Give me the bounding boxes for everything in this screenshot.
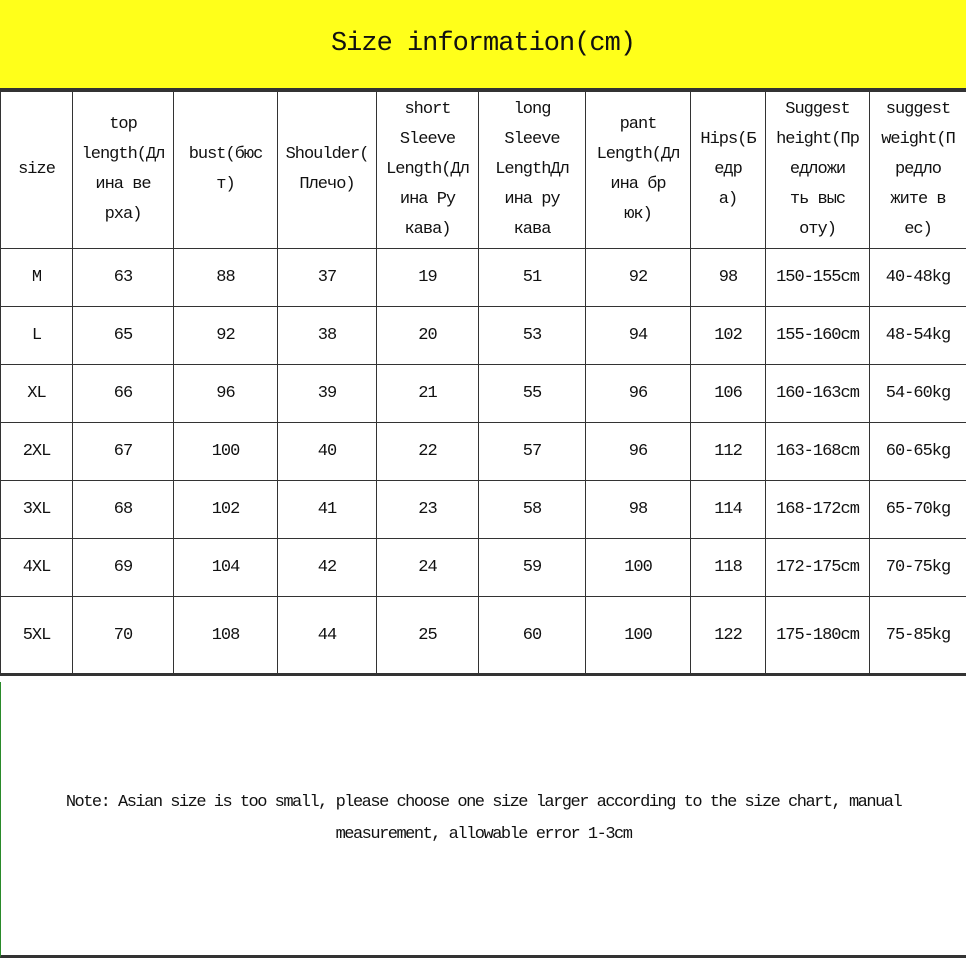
column-header: short Sleeve Length(Дл ина Ру кава) — [377, 92, 479, 249]
table-row — [1, 539, 966, 597]
table-cell: 118 — [691, 539, 766, 597]
table-cell: 59 — [479, 539, 586, 597]
table-row — [1, 597, 966, 675]
table-cell: 38 — [278, 307, 377, 365]
table-cell: 112 — [691, 423, 766, 481]
table-cell: 24 — [377, 539, 479, 597]
table-cell: 57 — [479, 423, 586, 481]
table-cell: 75-85kg — [870, 597, 966, 675]
table-cell: 98 — [586, 481, 691, 539]
column-header: Hips(Б едр а) — [691, 92, 766, 249]
size-label: L — [1, 307, 73, 365]
column-header: bust(бюс т) — [174, 92, 278, 249]
table-cell: 69 — [73, 539, 174, 597]
table-cell: 104 — [174, 539, 278, 597]
table-cell: 172-175cm — [766, 539, 870, 597]
page-title: Size information(cm) — [0, 0, 966, 91]
table-cell: 54-60kg — [870, 365, 966, 423]
table-cell: 60-65kg — [870, 423, 966, 481]
size-label: 4XL — [1, 539, 73, 597]
table-cell: 106 — [691, 365, 766, 423]
size-label: 5XL — [1, 597, 73, 675]
table-cell: 96 — [174, 365, 278, 423]
table-cell: 19 — [377, 249, 479, 307]
table-row — [1, 365, 966, 423]
size-label: 2XL — [1, 423, 73, 481]
table-cell: 150-155cm — [766, 249, 870, 307]
table-cell: 55 — [479, 365, 586, 423]
table-cell: 65-70kg — [870, 481, 966, 539]
table-cell: 94 — [586, 307, 691, 365]
table-cell: 58 — [479, 481, 586, 539]
table-cell: 40-48kg — [870, 249, 966, 307]
table-cell: 122 — [691, 597, 766, 675]
table-cell: 37 — [278, 249, 377, 307]
table-cell: 65 — [73, 307, 174, 365]
table-cell: 51 — [479, 249, 586, 307]
table-cell: 163-168cm — [766, 423, 870, 481]
table-row — [1, 423, 966, 481]
table-cell: 22 — [377, 423, 479, 481]
table-cell: 92 — [174, 307, 278, 365]
table-cell: 68 — [73, 481, 174, 539]
table-cell: 88 — [174, 249, 278, 307]
table-cell: 39 — [278, 365, 377, 423]
table-cell: 41 — [278, 481, 377, 539]
table-cell: 108 — [174, 597, 278, 675]
size-label: 3XL — [1, 481, 73, 539]
table-cell: 100 — [586, 597, 691, 675]
table-cell: 114 — [691, 481, 766, 539]
table-cell: 168-172cm — [766, 481, 870, 539]
table-cell: 160-163cm — [766, 365, 870, 423]
column-header: long Sleeve LengthДл ина ру кава — [479, 92, 586, 249]
table-cell: 53 — [479, 307, 586, 365]
table-cell: 44 — [278, 597, 377, 675]
column-header: Suggest height(Пр едложи ть выс оту) — [766, 92, 870, 249]
table-cell: 48-54kg — [870, 307, 966, 365]
table-cell: 42 — [278, 539, 377, 597]
table-cell: 66 — [73, 365, 174, 423]
table-cell: 92 — [586, 249, 691, 307]
table-row — [1, 307, 966, 365]
column-header: suggest weight(П редло жите в ес) — [870, 92, 966, 249]
table-cell: 100 — [586, 539, 691, 597]
table-cell: 100 — [174, 423, 278, 481]
table-cell: 102 — [174, 481, 278, 539]
size-table — [0, 91, 966, 676]
table-cell: 70 — [73, 597, 174, 675]
table-cell: 23 — [377, 481, 479, 539]
column-header: Shoulder( Плечо) — [278, 92, 377, 249]
size-label: XL — [1, 365, 73, 423]
table-cell: 63 — [73, 249, 174, 307]
table-row — [1, 481, 966, 539]
size-note: Note: Asian size is too small, please choose one size larger according to the size chart, manual measurement, allowable error 1-3cm — [0, 682, 966, 958]
size-label: M — [1, 249, 73, 307]
table-cell: 21 — [377, 365, 479, 423]
table-cell: 98 — [691, 249, 766, 307]
table-cell: 67 — [73, 423, 174, 481]
table-cell: 40 — [278, 423, 377, 481]
table-cell: 175-180cm — [766, 597, 870, 675]
table-cell: 102 — [691, 307, 766, 365]
header-row — [1, 92, 966, 249]
table-cell: 96 — [586, 365, 691, 423]
table-cell: 96 — [586, 423, 691, 481]
table-cell: 20 — [377, 307, 479, 365]
table-row — [1, 249, 966, 307]
table-cell: 60 — [479, 597, 586, 675]
table-cell: 25 — [377, 597, 479, 675]
table-cell: 70-75kg — [870, 539, 966, 597]
column-header: top length(Дл ина ве рха) — [73, 92, 174, 249]
column-header: pant Length(Дл ина бр юк) — [586, 92, 691, 249]
table-cell: 155-160cm — [766, 307, 870, 365]
column-header: size — [1, 92, 73, 249]
